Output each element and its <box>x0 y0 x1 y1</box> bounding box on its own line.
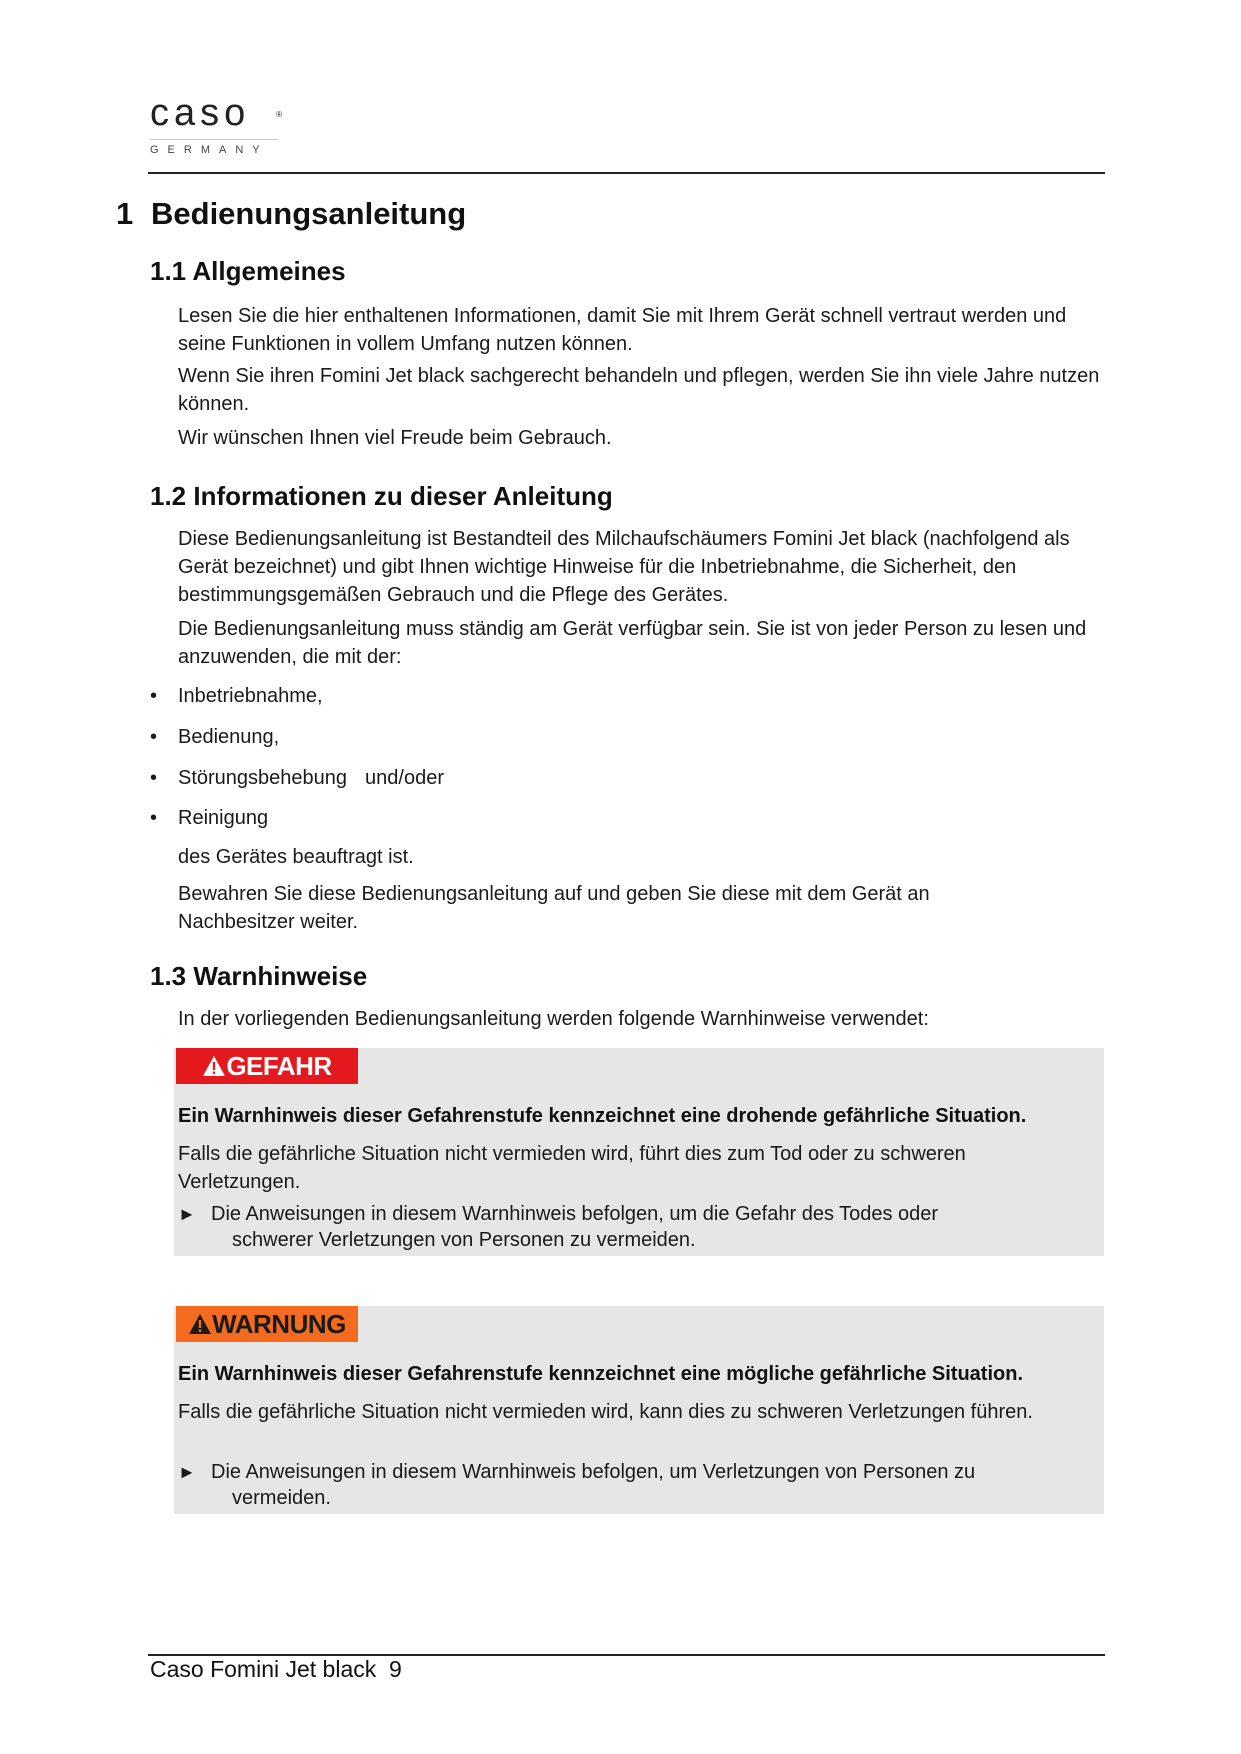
warning-title: Ein Warnhinweis dieser Gefahrenstufe kennzeichnet eine mögliche gefährliche Situation. <box>178 1363 1023 1385</box>
warning-instruction: ► Die Anweisungen in diesem Warnhinweis befolgen, um Verletzungen von Personen zu vermeiden. <box>178 1461 976 1509</box>
arrow-right-icon: ► <box>178 1462 196 1482</box>
list-item: • Inbetriebnahme, <box>150 682 323 710</box>
paragraph: Lesen Sie die hier enthaltenen Informationen, damit Sie mit Ihrem Gerät schnell vertraut werden und seine Funktionen in vollem Umfang nutzen können. <box>178 305 1067 355</box>
chapter-title: Bedienungsanleitung <box>151 196 467 231</box>
section-heading-warnhinweise: 1.3 Warnhinweise <box>150 961 368 991</box>
paragraph: Diese Bedienungsanleitung ist Bestandteil des Milchaufschäumers Fomini Jet black (nachfolgend als Gerät bezeichnet) und gibt Ihnen wichtige Hinweise für die Inbetriebnahme, die Sicherheit, den bestimmungsgemäßen Gebrauch und die Pflege des Gerätes. <box>178 528 1070 606</box>
paragraph: In der vorliegenden Bedienungsanleitung werden folgende Warnhinweise verwendet: <box>178 1008 929 1030</box>
gefahr-badge: GEFAHR <box>176 1048 358 1084</box>
caso-logo <box>150 92 282 156</box>
chapter-heading <box>116 196 466 232</box>
paragraph: Wir wünschen Ihnen viel Freude beim Gebrauch. <box>178 427 612 449</box>
page-footer: Caso Fomini Jet black 9 <box>150 1656 402 1682</box>
header-rule <box>148 172 1105 174</box>
list-item: • Bedienung, <box>150 723 279 751</box>
bullet-mark: • <box>150 726 158 748</box>
bullet-mark: • <box>150 767 158 789</box>
paragraph: des Gerätes beauftragt ist. <box>178 846 414 868</box>
section-heading-allgemeines: 1.1 Allgemeines <box>150 256 346 286</box>
paragraph: Die Bedienungsanleitung muss ständig am Gerät verfügbar sein. Sie ist von jeder Person zu lesen und anzuwenden, die mit der: <box>178 618 1087 668</box>
logo-subtitle: GERMANY <box>150 139 278 156</box>
arrow-right-icon: ► <box>178 1204 196 1224</box>
warning-title: Ein Warnhinweis dieser Gefahrenstufe kennzeichnet eine drohende gefährliche Situation. <box>178 1105 1027 1127</box>
warning-text: Falls die gefährliche Situation nicht vermieden wird, führt dies zum Tod oder zu schweren Verletzungen. <box>178 1143 966 1193</box>
warning-text: Falls die gefährliche Situation nicht vermieden wird, kann dies zu schweren Verletzungen führen. <box>178 1401 1033 1423</box>
paragraph: Wenn Sie ihren Fomini Jet black sachgerecht behandeln und pflegen, werden Sie ihn viele Jahre nutzen können. <box>178 365 1100 415</box>
warnung-badge: WARNUNG <box>176 1306 358 1342</box>
section-heading-informationen: 1.2 Informationen zu dieser Anleitung <box>150 481 613 511</box>
warning-instruction: ► Die Anweisungen in diesem Warnhinweis befolgen, um die Gefahr des Todes oder schwerer Verletzungen von Personen zu vermeiden. <box>178 1203 939 1251</box>
paragraph: Bewahren Sie diese Bedienungsanleitung auf und geben Sie diese mit dem Gerät an Nachbesitzer weiter. <box>178 883 930 933</box>
chapter-number: 1 <box>116 196 134 231</box>
warning-triangle-icon <box>188 1313 212 1335</box>
list-item: • Reinigung <box>150 804 268 832</box>
bullet-mark: • <box>150 807 158 829</box>
warning-triangle-icon <box>202 1055 226 1077</box>
list-item: • Störungsbehebung und/oder <box>150 764 444 792</box>
warning-box-warnung <box>174 1306 1104 1514</box>
logo-wordmark: caso <box>150 92 251 134</box>
bullet-mark: • <box>150 685 158 707</box>
registered-mark: ® <box>276 110 282 119</box>
warning-box-gefahr <box>174 1048 1104 1256</box>
